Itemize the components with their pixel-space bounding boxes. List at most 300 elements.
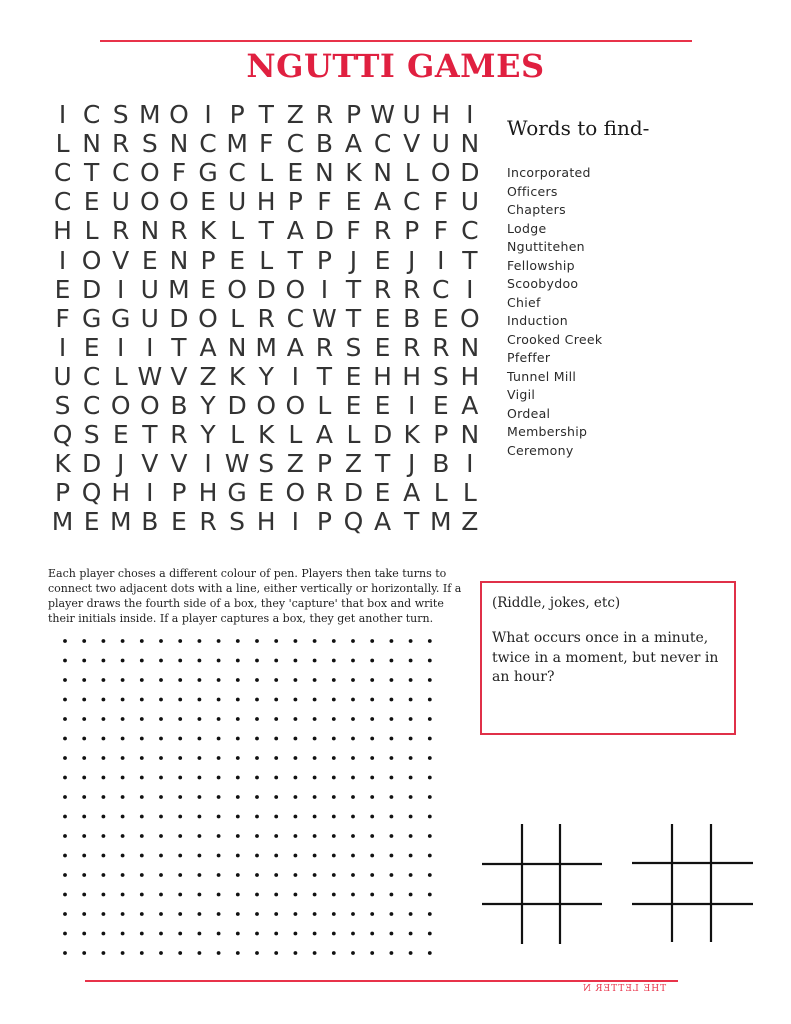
grid-letter[interactable]: G (198, 158, 218, 188)
grid-letter[interactable]: V (403, 129, 421, 159)
dot[interactable] (236, 912, 240, 916)
grid-letter[interactable]: R (257, 303, 275, 333)
dot[interactable] (351, 854, 355, 858)
dot[interactable] (236, 951, 240, 955)
grid-letter[interactable]: E (374, 390, 391, 420)
dot[interactable] (294, 854, 298, 858)
dot[interactable] (294, 756, 298, 760)
dot[interactable] (428, 717, 432, 721)
dot[interactable] (294, 776, 298, 780)
dot[interactable] (294, 873, 298, 877)
grid-letter[interactable]: C (286, 129, 305, 159)
grid-letter[interactable]: V (112, 245, 130, 275)
dot[interactable] (294, 717, 298, 721)
dot[interactable] (390, 893, 394, 897)
dot[interactable] (63, 815, 67, 819)
dot[interactable] (390, 678, 394, 682)
dot[interactable] (159, 873, 163, 877)
grid-letter[interactable]: B (170, 390, 188, 420)
dot[interactable] (274, 854, 278, 858)
dot[interactable] (140, 854, 144, 858)
dot[interactable] (274, 678, 278, 682)
dot[interactable] (217, 893, 221, 897)
dot[interactable] (159, 815, 163, 819)
grid-letter[interactable]: A (403, 478, 421, 508)
dot[interactable] (217, 795, 221, 799)
dot[interactable] (313, 873, 317, 877)
grid-letter[interactable]: Z (286, 100, 304, 130)
grid-letter[interactable]: I (437, 245, 445, 275)
grid-letter[interactable]: A (461, 390, 479, 420)
dot[interactable] (159, 776, 163, 780)
dot[interactable] (217, 776, 221, 780)
dot[interactable] (159, 951, 163, 955)
grid-letter[interactable]: O (139, 390, 160, 420)
grid-letter[interactable]: O (430, 158, 451, 188)
dot[interactable] (178, 639, 182, 643)
dot[interactable] (236, 873, 240, 877)
dot[interactable] (351, 678, 355, 682)
dot[interactable] (178, 698, 182, 702)
dot[interactable] (121, 795, 125, 799)
grid-letter[interactable]: E (171, 507, 187, 537)
dot[interactable] (332, 932, 336, 936)
dot[interactable] (198, 873, 202, 877)
grid-letter[interactable]: G (227, 478, 247, 508)
grid-letter[interactable]: L (433, 478, 448, 508)
dot[interactable] (370, 776, 374, 780)
dot[interactable] (428, 756, 432, 760)
dot[interactable] (313, 815, 317, 819)
grid-letter[interactable]: Q (343, 507, 364, 537)
grid-letter[interactable]: O (198, 303, 218, 333)
dot[interactable] (121, 717, 125, 721)
dot[interactable] (428, 912, 432, 916)
dot[interactable] (409, 678, 413, 682)
dot[interactable] (198, 854, 202, 858)
grid-letter[interactable]: U (140, 274, 159, 304)
dot[interactable] (370, 698, 374, 702)
dot[interactable] (274, 756, 278, 760)
dot[interactable] (409, 717, 413, 721)
grid-letter[interactable]: I (407, 390, 416, 420)
dot[interactable] (102, 698, 106, 702)
dot[interactable] (198, 737, 202, 741)
dot[interactable] (274, 737, 278, 741)
dot[interactable] (370, 834, 374, 838)
dot[interactable] (351, 951, 355, 955)
dot[interactable] (178, 854, 182, 858)
grid-letter[interactable]: J (407, 245, 416, 275)
grid-letter[interactable]: P (316, 245, 332, 275)
grid-letter[interactable]: E (287, 158, 304, 188)
grid-letter[interactable]: J (117, 449, 125, 479)
grid-letter[interactable]: Y (258, 361, 274, 391)
dot[interactable] (159, 795, 163, 799)
grid-letter[interactable]: H (256, 507, 276, 537)
grid-letter[interactable]: T (404, 507, 420, 537)
grid-letter[interactable]: D (460, 158, 480, 188)
grid-letter[interactable]: Y (200, 420, 216, 450)
dot[interactable] (102, 776, 106, 780)
grid-letter[interactable]: I (58, 332, 67, 362)
grid-letter[interactable]: E (374, 332, 391, 362)
dot[interactable] (332, 951, 336, 955)
dot[interactable] (313, 834, 317, 838)
dot[interactable] (178, 815, 182, 819)
grid-letter[interactable]: W (370, 100, 395, 130)
dot[interactable] (370, 815, 374, 819)
grid-letter[interactable]: R (373, 274, 392, 304)
dot[interactable] (294, 951, 298, 955)
grid-letter[interactable]: L (113, 361, 128, 391)
dot[interactable] (159, 912, 163, 916)
grid-letter[interactable]: S (432, 361, 449, 391)
dot[interactable] (178, 893, 182, 897)
grid-letter[interactable]: E (54, 274, 71, 304)
dot[interactable] (294, 932, 298, 936)
dot[interactable] (255, 737, 259, 741)
dot[interactable] (198, 639, 202, 643)
grid-letter[interactable]: N (140, 216, 160, 246)
grid-letter[interactable]: E (83, 332, 100, 362)
dot[interactable] (409, 737, 413, 741)
grid-letter[interactable]: Q (52, 420, 73, 450)
dot[interactable] (102, 893, 106, 897)
dot[interactable] (409, 698, 413, 702)
grid-letter[interactable]: I (117, 274, 125, 304)
grid-letter[interactable]: Z (461, 507, 479, 537)
dot[interactable] (178, 776, 182, 780)
grid-letter[interactable]: N (169, 245, 189, 275)
dot[interactable] (294, 737, 298, 741)
dot[interactable] (332, 795, 336, 799)
dot[interactable] (178, 737, 182, 741)
dot[interactable] (274, 815, 278, 819)
grid-letter[interactable]: T (345, 303, 362, 333)
grid-letter[interactable]: H (256, 187, 276, 217)
dot[interactable] (351, 639, 355, 643)
grid-letter[interactable]: I (320, 274, 329, 304)
dot[interactable] (121, 678, 125, 682)
grid-letter[interactable]: B (432, 449, 450, 479)
dot[interactable] (63, 951, 67, 955)
grid-letter[interactable]: H (402, 361, 422, 391)
dot[interactable] (63, 717, 67, 721)
dot[interactable] (198, 698, 202, 702)
dot[interactable] (217, 737, 221, 741)
dot[interactable] (159, 678, 163, 682)
dot[interactable] (428, 893, 432, 897)
dot[interactable] (102, 873, 106, 877)
grid-letter[interactable]: S (229, 507, 246, 537)
grid-letter[interactable]: U (460, 187, 480, 217)
dot[interactable] (370, 756, 374, 760)
dot[interactable] (178, 717, 182, 721)
dot[interactable] (351, 932, 355, 936)
dot[interactable] (255, 795, 259, 799)
dot[interactable] (313, 893, 317, 897)
dot[interactable] (121, 756, 125, 760)
grid-letter[interactable]: B (141, 507, 159, 537)
dot[interactable] (428, 932, 432, 936)
dot[interactable] (428, 873, 432, 877)
dot[interactable] (313, 678, 317, 682)
grid-letter[interactable]: C (82, 361, 101, 391)
dot[interactable] (178, 932, 182, 936)
dot[interactable] (159, 698, 163, 702)
grid-letter[interactable]: T (345, 274, 362, 304)
dot[interactable] (351, 776, 355, 780)
dot[interactable] (217, 639, 221, 643)
grid-letter[interactable]: P (229, 100, 245, 130)
dot[interactable] (159, 659, 163, 663)
dot[interactable] (102, 756, 106, 760)
dot[interactable] (390, 854, 394, 858)
grid-letter[interactable]: P (55, 478, 71, 508)
grid-letter[interactable]: E (432, 303, 449, 333)
dot[interactable] (332, 717, 336, 721)
dot[interactable] (409, 795, 413, 799)
dot[interactable] (217, 932, 221, 936)
dot[interactable] (159, 639, 163, 643)
dot[interactable] (274, 659, 278, 663)
dot[interactable] (294, 834, 298, 838)
grid-letter[interactable]: R (199, 507, 217, 537)
dot[interactable] (102, 659, 106, 663)
grid-letter[interactable]: O (139, 187, 160, 217)
grid-letter[interactable]: K (345, 158, 362, 188)
dot[interactable] (236, 639, 240, 643)
dot[interactable] (390, 737, 394, 741)
grid-letter[interactable]: I (117, 332, 125, 362)
dot[interactable] (313, 717, 317, 721)
dot[interactable] (255, 698, 259, 702)
dot[interactable] (63, 854, 67, 858)
dot[interactable] (121, 659, 125, 663)
grid-letter[interactable]: U (431, 129, 450, 159)
dot[interactable] (428, 854, 432, 858)
grid-letter[interactable]: N (82, 129, 101, 159)
grid-letter[interactable]: S (54, 390, 71, 420)
dot[interactable] (159, 932, 163, 936)
dot[interactable] (217, 698, 221, 702)
dot[interactable] (236, 698, 240, 702)
dot[interactable] (140, 932, 144, 936)
grid-letter[interactable]: L (230, 216, 245, 246)
dot[interactable] (428, 815, 432, 819)
dot[interactable] (390, 932, 394, 936)
grid-letter[interactable]: O (169, 187, 189, 217)
grid-letter[interactable]: C (82, 390, 101, 420)
dot[interactable] (255, 932, 259, 936)
dot[interactable] (102, 737, 106, 741)
dot[interactable] (82, 678, 86, 682)
grid-letter[interactable]: E (374, 245, 391, 275)
dot[interactable] (274, 932, 278, 936)
dot[interactable] (198, 932, 202, 936)
dot[interactable] (121, 893, 125, 897)
dot[interactable] (332, 698, 336, 702)
dot[interactable] (332, 659, 336, 663)
grid-letter[interactable]: L (404, 158, 419, 188)
grid-letter[interactable]: E (258, 478, 275, 508)
dot[interactable] (236, 815, 240, 819)
grid-letter[interactable]: Q (81, 478, 102, 508)
dot[interactable] (409, 873, 413, 877)
grid-letter[interactable]: C (286, 303, 305, 333)
grid-letter[interactable]: L (230, 420, 245, 450)
dot[interactable] (274, 873, 278, 877)
dot[interactable] (428, 951, 432, 955)
grid-letter[interactable]: R (315, 332, 334, 362)
dot[interactable] (159, 756, 163, 760)
grid-letter[interactable]: I (291, 507, 299, 537)
dot[interactable] (102, 932, 106, 936)
grid-letter[interactable]: S (141, 129, 158, 159)
dot[interactable] (370, 854, 374, 858)
grid-letter[interactable]: O (460, 303, 480, 333)
grid-letter[interactable]: I (204, 100, 212, 130)
dot[interactable] (332, 873, 336, 877)
grid-letter[interactable]: F (433, 187, 448, 217)
dot[interactable] (332, 639, 336, 643)
dot[interactable] (236, 659, 240, 663)
grid-letter[interactable]: Z (199, 361, 217, 391)
grid-letter[interactable]: W (312, 303, 337, 333)
grid-letter[interactable]: O (285, 274, 306, 304)
dot[interactable] (274, 893, 278, 897)
grid-letter[interactable]: E (200, 274, 216, 304)
grid-letter[interactable]: G (81, 303, 102, 333)
dot[interactable] (409, 912, 413, 916)
dot[interactable] (63, 795, 67, 799)
dot[interactable] (178, 873, 182, 877)
dot[interactable] (332, 756, 336, 760)
grid-letter[interactable]: C (53, 158, 72, 188)
grid-letter[interactable]: A (315, 420, 333, 450)
grid-letter[interactable]: P (345, 100, 362, 130)
dot[interactable] (428, 659, 432, 663)
dot[interactable] (198, 951, 202, 955)
grid-letter[interactable]: M (226, 129, 248, 159)
grid-letter[interactable]: D (227, 390, 247, 420)
dot[interactable] (370, 678, 374, 682)
grid-letter[interactable]: D (372, 420, 393, 450)
grid-letter[interactable]: V (141, 449, 159, 479)
grid-letter[interactable]: O (169, 100, 189, 130)
grid-letter[interactable]: F (55, 303, 70, 333)
grid-letter[interactable]: K (199, 216, 217, 246)
dot[interactable] (63, 893, 67, 897)
dot[interactable] (63, 639, 67, 643)
grid-letter[interactable]: E (200, 187, 216, 217)
dot[interactable] (102, 854, 106, 858)
dot[interactable] (121, 912, 125, 916)
grid-letter[interactable]: V (170, 361, 188, 391)
dot[interactable] (409, 659, 413, 663)
dot[interactable] (370, 639, 374, 643)
grid-letter[interactable]: O (81, 245, 102, 275)
grid-letter[interactable]: Z (286, 449, 304, 479)
dot[interactable] (332, 834, 336, 838)
dot[interactable] (217, 756, 221, 760)
dot[interactable] (390, 639, 394, 643)
dot[interactable] (370, 737, 374, 741)
dot[interactable] (63, 912, 67, 916)
dot[interactable] (351, 834, 355, 838)
grid-letter[interactable]: L (259, 158, 274, 188)
dot[interactable] (390, 698, 394, 702)
grid-letter[interactable]: D (169, 303, 189, 333)
grid-letter[interactable]: F (171, 158, 187, 188)
dot[interactable] (313, 854, 317, 858)
grid-letter[interactable]: L (462, 478, 477, 508)
dot[interactable] (332, 893, 336, 897)
dot[interactable] (332, 815, 336, 819)
grid-letter[interactable]: I (466, 449, 474, 479)
grid-letter[interactable]: N (460, 129, 480, 159)
dot[interactable] (428, 737, 432, 741)
dot[interactable] (313, 795, 317, 799)
grid-letter[interactable]: I (58, 245, 67, 275)
grid-letter[interactable]: P (404, 216, 420, 246)
dot[interactable] (159, 854, 163, 858)
dot[interactable] (390, 795, 394, 799)
dot[interactable] (102, 639, 106, 643)
dot[interactable] (140, 912, 144, 916)
dot[interactable] (82, 795, 86, 799)
dot[interactable] (217, 951, 221, 955)
dot[interactable] (294, 659, 298, 663)
dot[interactable] (255, 873, 259, 877)
grid-letter[interactable]: C (82, 100, 101, 130)
grid-letter[interactable]: K (258, 420, 275, 450)
dot[interactable] (82, 717, 86, 721)
dot[interactable] (236, 737, 240, 741)
grid-letter[interactable]: U (227, 187, 247, 217)
grid-letter[interactable]: T (316, 361, 333, 391)
dot[interactable] (236, 756, 240, 760)
dot[interactable] (159, 717, 163, 721)
grid-letter[interactable]: L (84, 216, 99, 246)
grid-letter[interactable]: J (349, 245, 358, 275)
grid-letter[interactable]: I (204, 449, 212, 479)
dot[interactable] (63, 698, 67, 702)
dot[interactable] (390, 776, 394, 780)
dot[interactable] (159, 834, 163, 838)
grid-letter[interactable]: A (344, 129, 363, 159)
dot[interactable] (102, 951, 106, 955)
dot[interactable] (82, 698, 86, 702)
grid-letter[interactable]: P (316, 507, 332, 537)
grid-letter[interactable]: T (84, 158, 100, 188)
dot[interactable] (236, 678, 240, 682)
grid-letter[interactable]: I (58, 100, 67, 130)
dot[interactable] (390, 951, 394, 955)
grid-letter[interactable]: V (170, 449, 188, 479)
grid-letter[interactable]: T (374, 449, 391, 479)
grid-letter[interactable]: T (142, 420, 158, 450)
dot[interactable] (198, 912, 202, 916)
dot[interactable] (351, 912, 355, 916)
dot[interactable] (294, 678, 298, 682)
dot[interactable] (294, 795, 298, 799)
dot[interactable] (409, 776, 413, 780)
dot[interactable] (82, 932, 86, 936)
dot[interactable] (102, 678, 106, 682)
dot[interactable] (351, 893, 355, 897)
